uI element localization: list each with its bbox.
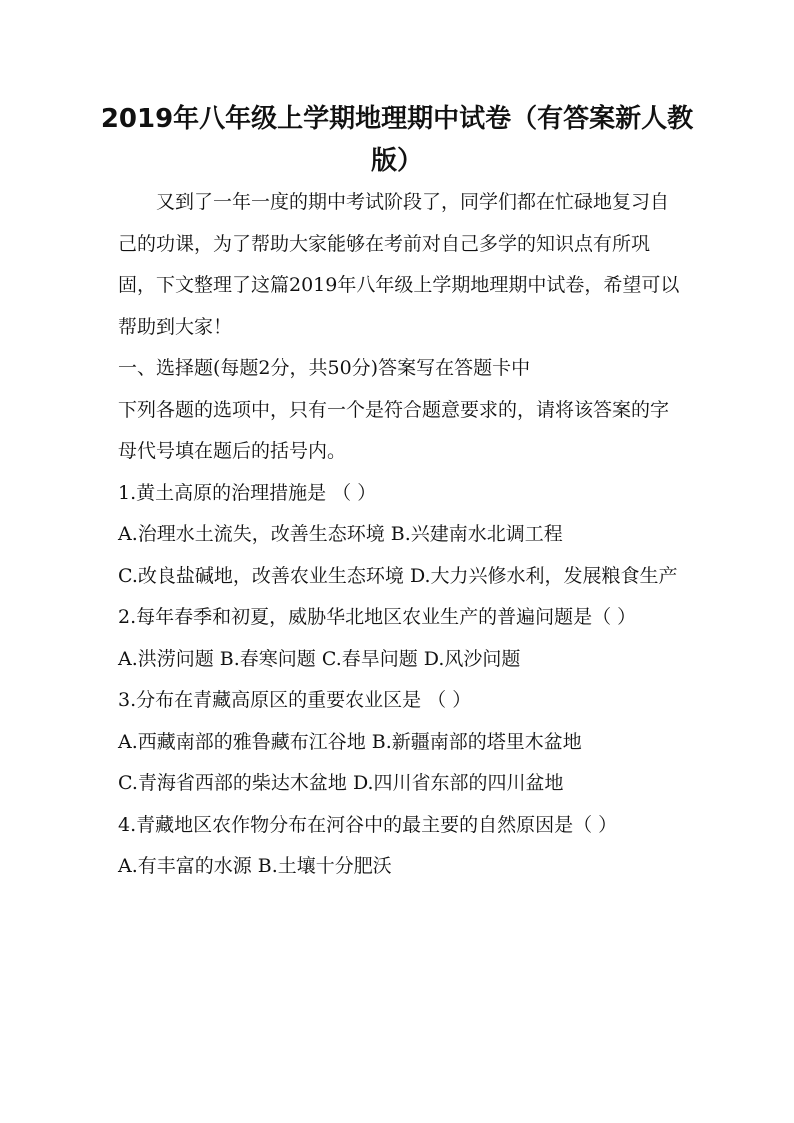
document-title: 2019年八年级上学期地理期中试卷（有答案新人教版）	[100, 104, 694, 176]
question-options: A.治理水土流失，改善生态环境 B.兴建南水北调工程	[118, 523, 563, 545]
question-options: A.西藏南部的雅鲁藏布江谷地 B.新疆南部的塔里木盆地	[118, 730, 582, 753]
question-stem: 1.黄土高原的治理措施是 （ ）	[118, 481, 377, 504]
question-options: C.改良盐碱地，改善农业生态环境 D.大力兴修水利，发展粮食生产	[118, 564, 678, 587]
question-options: C.青海省西部的柴达木盆地 D.四川省东部的四川盆地	[118, 772, 564, 794]
question-stem: 3.分布在青藏高原区的重要农业区是 （ ）	[118, 689, 472, 711]
question-options: A.有丰富的水源 B.土壤十分肥沃	[118, 855, 392, 877]
section-heading: 一、选择题(每题2分，共50分)答案写在答题卡中	[118, 357, 531, 379]
question-options: A.洪涝问题 B.春寒问题 C.春旱问题 D.风沙问题	[118, 647, 521, 670]
question-stem: 4.青藏地区农作物分布在河谷中的最主要的自然原因是（ ）	[118, 813, 618, 836]
question-stem: 2.每年春季和初夏，威胁华北地区农业生产的普遍问题是（ ）	[118, 606, 637, 628]
section-instruction: 下列各题的选项中，只有一个是符合题意要求的，请将该答案的字母代号填在题后的括号内。	[118, 398, 670, 462]
intro-paragraph: 又到了一年一度的期中考试阶段了，同学们都在忙碌地复习自己的功课，为了帮助大家能够在考前对自己多学的知识点有所巩固，下文整理了这篇2019年八年级上学期地理期中试卷，希望可以帮助到大家！	[118, 191, 680, 338]
document-body	[118, 182, 680, 888]
